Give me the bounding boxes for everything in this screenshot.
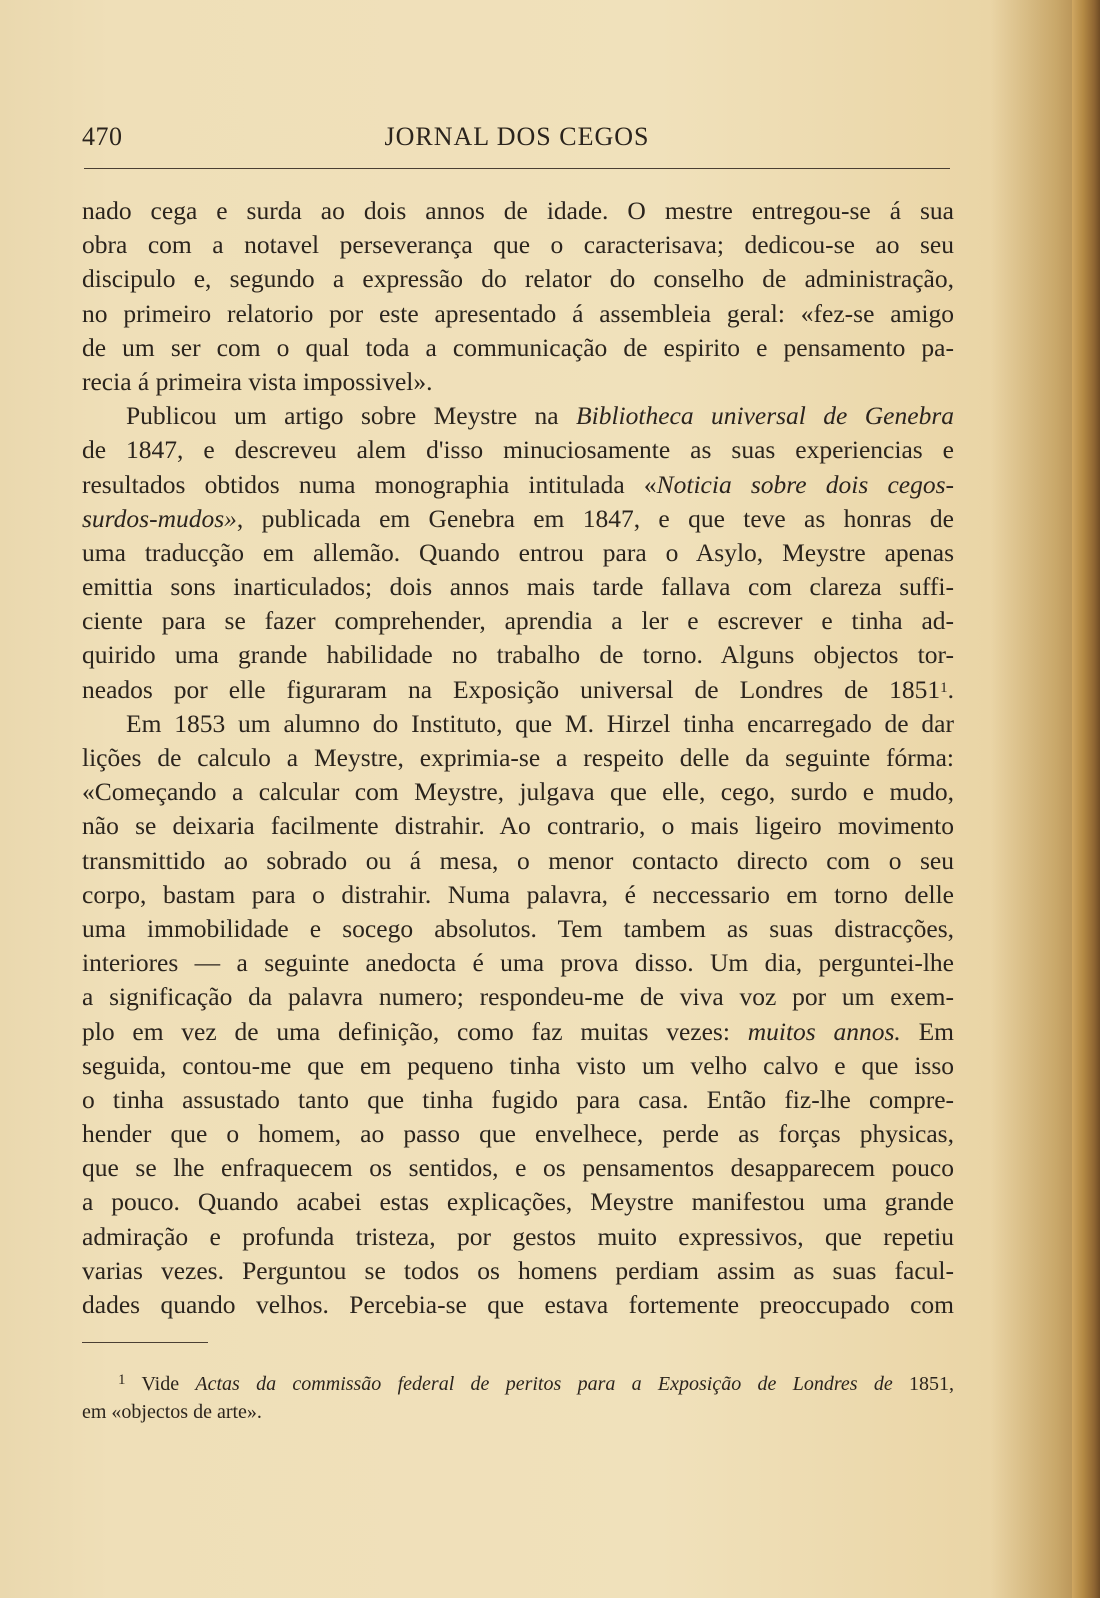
footnote-marker: 1 [118, 1372, 126, 1388]
page-number: 470 [82, 122, 123, 151]
text-line: Em 1853 um alumno do Instituto, que M. Hirzel tinha encarregado de dar [126, 708, 954, 738]
text-line: interiores — a seguinte anedocta é uma prova disso. Um dia, perguntei-lhe [82, 948, 954, 978]
footnote-line: em «objectos de arte». [82, 1401, 262, 1423]
italic-title: Actas da commissão federal de peritos para a Exposição de Londres de [195, 1373, 893, 1395]
page-edge [1072, 0, 1100, 1598]
page-header [82, 122, 952, 162]
text-run: Vide [141, 1373, 196, 1395]
text-line: a significação da palavra numero; respondeu-me de viva voz por um exem- [82, 982, 954, 1012]
text-line: que se lhe enfraquecem os sentidos, e os pensamentos desapparecem pouco [82, 1153, 954, 1183]
text-run: resultados obtidos numa monographia intitulada « [82, 469, 657, 499]
text-run: Em [900, 1016, 954, 1046]
text-line: hender que o homem, ao passo que envelhece, perde as forças physicas, [82, 1119, 954, 1149]
header-rule [84, 168, 950, 169]
text-line: uma traducção em allemão. Quando entrou para o Asylo, Meystre apenas [82, 537, 954, 567]
footnote-rule [82, 1342, 208, 1343]
text-run: Publicou um artigo sobre Meystre na [126, 401, 577, 431]
italic-title: surdos-mudos» [82, 503, 237, 533]
text-line [82, 502, 954, 536]
text-line: ciente para se fazer comprehender, aprendia a ler e escrever e tinha ad- [82, 606, 954, 636]
text-line [82, 1015, 954, 1049]
text-line: emittia sons inarticulados; dois annos mais tarde fallava com clareza suffi- [82, 572, 954, 602]
text-line: corpo, bastam para o distrahir. Numa palavra, é neccessario em torno delle [82, 879, 954, 909]
text-line: de 1847, e descreveu alem d'isso minuciosamente as suas experiencias e [82, 435, 954, 465]
text-line: quirido uma grande habilidade no trabalho de torno. Alguns objectos tor- [82, 640, 954, 670]
text-line: «Começando a calcular com Meystre, julgava que elle, cego, surdo e mudo, [82, 777, 954, 807]
italic-title: Noticia sobre dois cegos- [656, 469, 954, 499]
text-run: neados por elle figuraram na Exposição universal de Londres de 1851 [82, 674, 941, 704]
running-title: JORNAL DOS CEGOS [384, 122, 650, 151]
text-run: 1851, [892, 1373, 954, 1395]
text-run: , publicada em Genebra em 1847, e que teve as honras de [236, 503, 954, 533]
text-line: não se deixaria facilmente distrahir. Ao contrario, o mais ligeiro movimento [82, 811, 954, 841]
text-line [82, 399, 954, 433]
text-line [82, 673, 954, 707]
text-line: uma immobilidade e socego absolutos. Tem tambem as suas distracções, [82, 913, 954, 943]
text-run: plo em vez de uma definição, como faz muitas vezes: [82, 1016, 748, 1046]
text-line: varias vezes. Perguntou se todos os homens perdiam assim as suas facul- [82, 1255, 954, 1285]
text-line: a pouco. Quando acabei estas explicações, Meystre manifestou uma grande [82, 1187, 954, 1217]
footnote [82, 1370, 954, 1426]
text-line: seguida, contou-me que em pequeno tinha visto um velho calvo e que isso [82, 1050, 954, 1080]
text-line: obra com a notavel perseverança que o caracterisava; dedicou-se ao seu [82, 230, 954, 260]
text-line: transmittido ao sobrado ou á mesa, o menor contacto directo com o seu [82, 845, 954, 875]
text-line: recia á primeira vista impossivel». [82, 366, 433, 396]
italic-title: Bibliotheca universal de Genebra [576, 401, 954, 431]
text-line: discipulo e, segundo a expressão do relator do conselho de administração, [82, 264, 954, 294]
text-line: nado cega e surda ao dois annos de idade. O mestre entregou-se á sua [82, 196, 954, 225]
italic-text: muitos annos. [747, 1016, 901, 1046]
text-line: no primeiro relatorio por este apresentado á assembleia geral: «fez-se amigo [82, 298, 954, 328]
footnote-ref: 1 [940, 679, 948, 696]
footnote-line [82, 1370, 954, 1398]
text-line: admiração e profunda tristeza, por gestos muito expressivos, que repetiu [82, 1221, 954, 1251]
text-line [82, 468, 954, 502]
text-line: de um ser com o qual toda a communicação de espirito e pensamento pa- [82, 332, 954, 362]
text-line: o tinha assustado tanto que tinha fugido para casa. Então fiz-lhe compre- [82, 1084, 954, 1114]
text-line: lições de calculo a Meystre, exprimia-se a respeito delle da seguinte fórma: [82, 743, 954, 772]
body-text [82, 194, 954, 1322]
text-run: . [947, 674, 954, 704]
text-line: dades quando velhos. Percebia-se que estava fortemente preoccupado com [82, 1290, 954, 1319]
